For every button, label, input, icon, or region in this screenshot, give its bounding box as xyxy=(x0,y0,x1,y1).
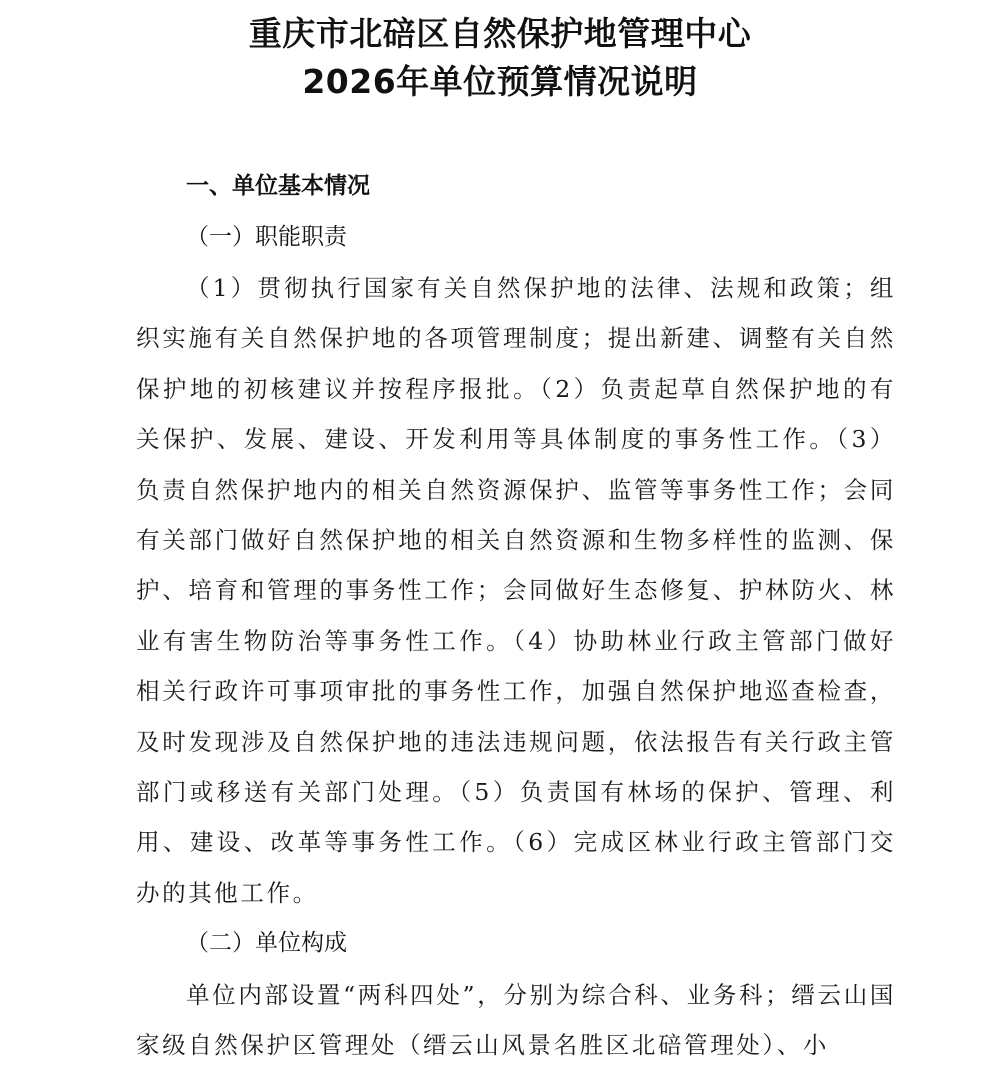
subsection-heading-duties: （一）职能职责 xyxy=(186,224,347,250)
subsection-heading-composition: （二）单位构成 xyxy=(186,930,347,956)
document-title-line2: 2026年单位预算情况说明 xyxy=(302,62,698,101)
section-heading-basic-info: 一、单位基本情况 xyxy=(186,173,370,199)
document-title-line1: 重庆市北碚区自然保护地管理中心 xyxy=(248,14,752,53)
duties-paragraph: （1）贯彻执行国家有关自然保护地的法律、法规和政策；组织实施有关自然保护地的各项管理制度；提出新建、调整有关自然保护地的初核建议并按程序报批。（2）负责起草自然保护地的有关保护、发展、建设、开发利用等具体制度的事务性工作。（3）负责自然保护地内的相关自然资源保护、监管等事务性工作；会同有关部门做好自然保护地的相关自然资源和生物多样性的监测、保护、培育和管理的事务性工作；会同做好生态修复、护林防火、林业有害生物防治等事务性工作。（4）协助林业行政主管部门做好相关行政许可事项审批的事务性工作，加强自然保护地巡查检查，及时发现涉及自然保护地的违法违规问题，依法报告有关行政主管部门或移送有关部门处理。（5）负责国有林场的保护、管理、利用、建设、改革等事务性工作。（6）完成区林业行政主管部门交办的其他工作。 xyxy=(136,274,896,907)
composition-paragraph: 单位内部设置“两科四处”，分别为综合科、业务科；缙云山国家级自然保护区管理处（缙云山风景名胜区北碚管理处）、小 xyxy=(136,981,896,1060)
